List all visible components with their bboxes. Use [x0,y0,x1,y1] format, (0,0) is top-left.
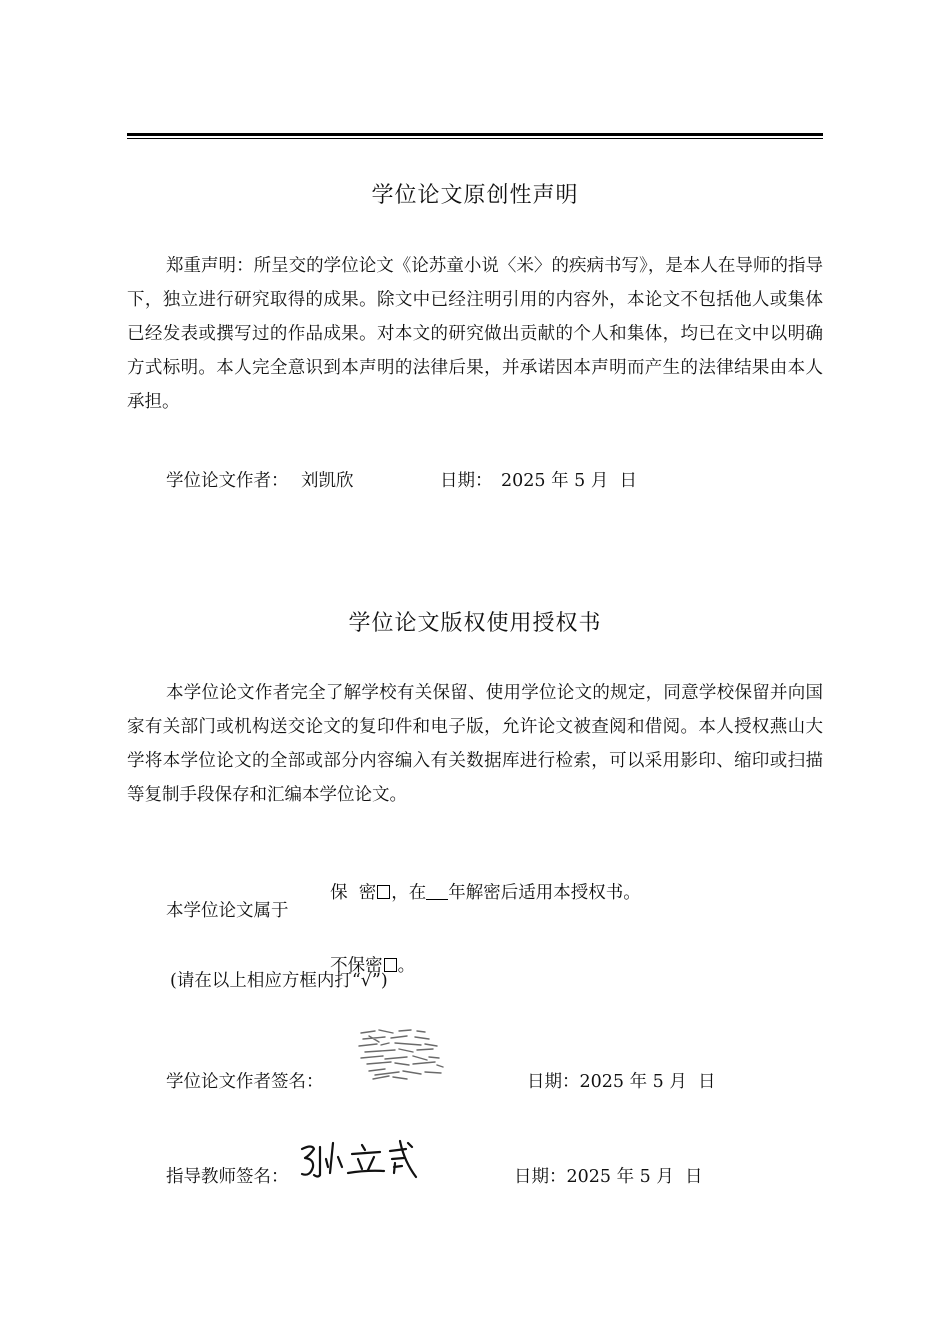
advisor-signature-image [296,1137,421,1182]
secret-option-mid: ，在 [391,883,427,903]
top-double-rule-thin [127,138,823,139]
belongs-label: 本学位论文属于 [166,901,289,921]
authorization-body: 本学位论文作者完全了解学校有关保留、使用学位论文的规定，同意学校保留并向国家有关部门或机构送交论文的复印件和电子版，允许论文被查阅和借阅。本人授权燕山大学将本学位论文的全部或部分内容编入有关数据库进行检索，可以采用影印、缩印或扫描等复制手段保存和汇编本学位论文。 [127,683,823,805]
advisor-signature-date: 日期：2025 年 5 月 日 [514,1167,703,1187]
secret-option-suffix: 年解密后适用本授权书。 [448,883,641,903]
secret-checkbox[interactable] [377,885,390,899]
declaration-body: 郑重声明：所呈交的学位论文《论苏童小说〈米〉的疾病书写》，是本人在导师的指导下，独立进行研究取得的成果。除文中已经注明引用的内容外，本论文不包括他人或集体已经发表或撰写过的作品成果。对本文的研究做出贡献的个人和集体，均已在文中以明确方式标明。本人完全意识到本声明的法律后果，并承诺因本声明而产生的法律结果由本人承担。 [127,256,823,412]
declaration-author-label: 学位论文作者： [166,471,289,491]
author-signature-date: 日期：2025 年 5 月 日 [527,1072,716,1092]
declaration-date-label: 日期： [440,471,493,491]
secret-years-blank[interactable] [426,883,448,900]
author-signature-label: 学位论文作者签名： [166,1072,324,1092]
author-signature-image [355,1027,450,1085]
authorization-title: 学位论文版权使用授权书 [348,611,602,636]
declaration-title: 学位论文原创性声明 [371,183,579,208]
non-secret-option-prefix: 不保密 [330,956,383,976]
secret-option-line [319,859,641,904]
declaration-date-value: 2025 年 5 月 日 [501,471,637,491]
secret-option-prefix: 保 密 [330,883,377,903]
checkbox-instruction: (请在以上相应方框内打“√”) [170,971,388,991]
non-secret-option-suffix: 。 [397,956,416,976]
declaration-author-name: 刘凯欣 [301,471,354,491]
advisor-signature-label: 指导教师签名： [166,1167,289,1187]
top-double-rule-thick [127,133,823,136]
